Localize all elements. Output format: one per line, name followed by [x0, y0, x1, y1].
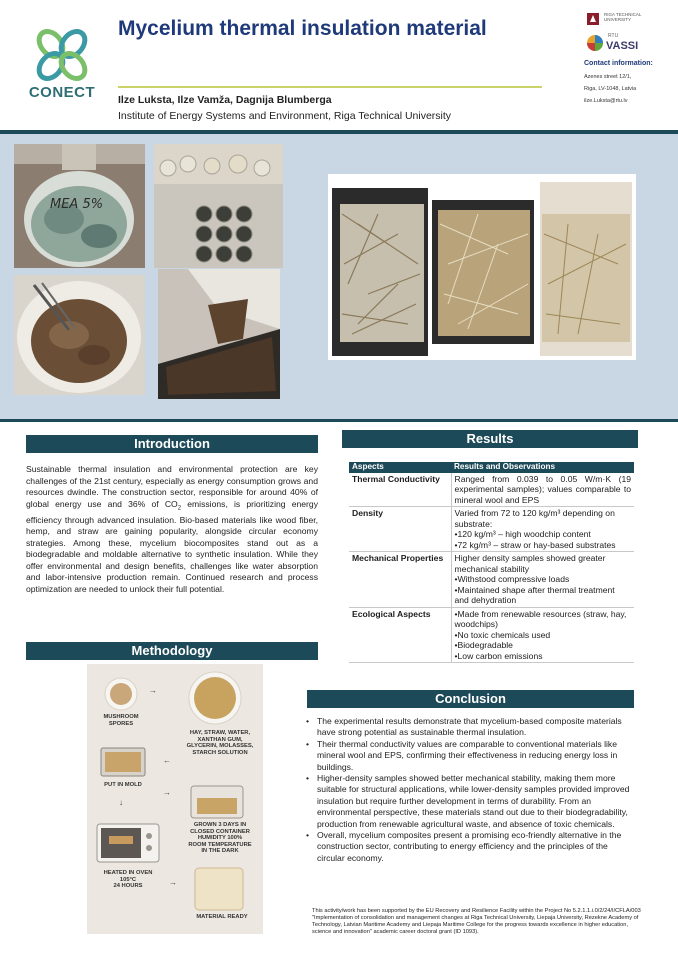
partner-logos — [584, 10, 664, 60]
observation-line: •Made from renewable resources (straw, hay, woodchips) — [454, 608, 627, 629]
list-item: • Their thermal conductivity values are comparable to conventional materials like mineral wool and EPS, confirming their effectiveness in reducing energy loss in buildings. — [306, 739, 636, 773]
arrow-right-icon: → — [163, 788, 171, 797]
arrow-right-icon: → — [169, 878, 177, 887]
poster-header — [0, 0, 678, 132]
samples-photo — [328, 174, 636, 360]
conect-wordmark: CONECT — [28, 84, 96, 101]
step-put-in-mold: PUT IN MOLD — [104, 782, 142, 788]
table-row — [349, 473, 634, 507]
contact-email: ilze.Luksta@rtu.lv — [584, 98, 628, 104]
observation-cell — [451, 607, 634, 663]
contact-address: Azenes street 12/1, — [584, 74, 632, 80]
list-item: • The experimental results demonstrate that mycelium-based composite materials have strong potential as sustainable thermal insulation. — [306, 716, 636, 739]
observation-line: Varied from 72 to 120 kg/m³ depending on substrate: — [454, 508, 615, 529]
mold-filling-photo — [158, 269, 280, 399]
table-row — [349, 607, 634, 663]
observation-line: Ranged from 0.039 to 0.05 W/m·K (19 experimental samples); values comparable to mineral wool and EPS — [454, 473, 631, 505]
list-item: • Overall, mycelium composites present a promising eco-friendly alternative in the construction sector, contributing to energy efficiency and the principles of the circular economy. — [306, 830, 636, 864]
step-heated-oven: HEATED IN OVEN 105°C 24 HOURS — [103, 870, 153, 890]
observation-line: •Maintained shape after thermal treatment and dehydration — [454, 584, 615, 605]
step-grown: GROWN 3 DAYS IN CLOSED CONTAINER HUMIDITY 100% ROOM TEMPERATURE IN THE DARK — [188, 822, 252, 855]
poster-title: Mycelium thermal insulation material — [118, 17, 487, 40]
petri-dishes-photo — [154, 144, 283, 268]
title-divider — [118, 86, 542, 88]
observation-line: •Biodegradable — [454, 640, 513, 650]
methodology-heading: Methodology — [26, 642, 318, 660]
results-table-header — [349, 462, 634, 473]
methodology-infographic — [87, 664, 263, 934]
table-row — [349, 507, 634, 552]
institute: Institute of Energy Systems and Environment, Riga Technical University — [118, 110, 452, 122]
rtu-crest-icon — [586, 12, 600, 26]
flask-label: MEA 5% — [50, 197, 104, 212]
arrow-down-icon: ↓ — [119, 798, 123, 807]
results-table — [349, 462, 634, 663]
results-heading: Results — [342, 430, 638, 448]
arrow-right-icon: → — [149, 686, 157, 695]
step-ingredients: HAY, STRAW, WATER, XANTHAN GUM, GLYCERIN, MOLASSES, STARCH SOLUTION — [186, 730, 254, 756]
aspect-cell: Ecological Aspects — [349, 607, 451, 663]
vassi-circle-icon — [586, 34, 604, 52]
table-row — [349, 552, 634, 608]
aspect-cell: Thermal Conductivity — [349, 473, 451, 507]
vassi-logo-text: VASSI — [606, 40, 639, 52]
observation-cell — [451, 552, 634, 608]
step-mushroom-spores: MUSHROOM SPORES — [103, 714, 139, 727]
conclusion-list — [306, 716, 636, 864]
introduction-heading: Introduction — [26, 435, 318, 453]
photo-band-divider — [0, 419, 678, 422]
funding-acknowledgement: This activity/work has been supported by the EU Recovery and Resilience Facility within the Project No 5.2.1.1.i.0/2/24/I/CFLA/003 "Implementation of consolidation and management changes at Riga Technical University, Liepaja University, Rezekne Academy of Technology, Latvian Maritime Academy and Liepaja Maritime College for the progress towards excellence in higher education, science and innovation" academic career doctoral grant (ID 1093). — [312, 908, 641, 936]
observation-line: •Withstood compressive loads — [454, 574, 570, 584]
col-observations: Results and Observations — [451, 462, 634, 473]
methodology-illustrations — [87, 664, 263, 934]
observation-line: •Low carbon emissions — [454, 650, 543, 661]
conect-knot-icon — [33, 28, 91, 82]
observation-line: •120 kg/m³ – high woodchip content — [454, 529, 591, 539]
step-material-ready: MATERIAL READY — [196, 914, 248, 920]
conclusion-heading: Conclusion — [307, 690, 634, 708]
arrow-left-icon: ← — [163, 756, 171, 765]
observation-cell — [451, 507, 634, 552]
observation-line: •No toxic chemicals used — [454, 629, 551, 640]
observation-line: •72 kg/m³ – straw or hay-based substrates — [454, 539, 616, 550]
authors: Ilze Luksta, Ilze Vamža, Dagnija Blumberga — [118, 94, 332, 106]
contact-city: Riga, LV-1048, Latvia — [584, 86, 637, 92]
conect-logo — [22, 28, 102, 104]
rtu-small-text: RTU — [608, 33, 619, 39]
contact-title: Contact information: — [584, 60, 653, 67]
introduction-text: Sustainable thermal insulation and environmental protection are key challenges of the 21st century, especially as energy consumption grows and resources dwindle. The construction sector, responsible for around 40% of global energy use and 36% of $CO_2$ emissions, is prioritizing energy efficiency through advanced insulation. Bio-based materials like wood fiber, hemp, and straw are gaining popularity, alongside circular economy strategies. Among these, mycelium biocomposites stand out as a biodegradable and moldable alternative to synthetic insulation. While they offer environmental and design benefits, challenges like water absorption and labor-intensive production remain. Continued research and process optimization are needed to unlock their full potential. — [26, 464, 318, 594]
aspect-cell: Mechanical Properties — [349, 552, 451, 608]
col-aspects: Aspects — [349, 462, 451, 473]
list-item: • Higher-density samples showed better mechanical stability, making them more suitable for structural applications, while lower-density samples provided improved insulation but require further development in terms of durability. From an environmental perspective, these materials stand out due to their biodegradability, production from renewable agricultural waste, and absence of toxic chemicals. — [306, 773, 636, 830]
substrate-mixing-photo — [14, 275, 145, 395]
observation-line: Higher density samples showed greater mechanical stability — [454, 553, 606, 574]
observation-cell — [451, 473, 634, 507]
flask-photo — [14, 144, 145, 268]
aspect-cell: Density — [349, 507, 451, 552]
rtu-logo-text: RIGA TECHNICAL UNIVERSITY — [604, 12, 642, 22]
photo-band — [0, 134, 678, 419]
